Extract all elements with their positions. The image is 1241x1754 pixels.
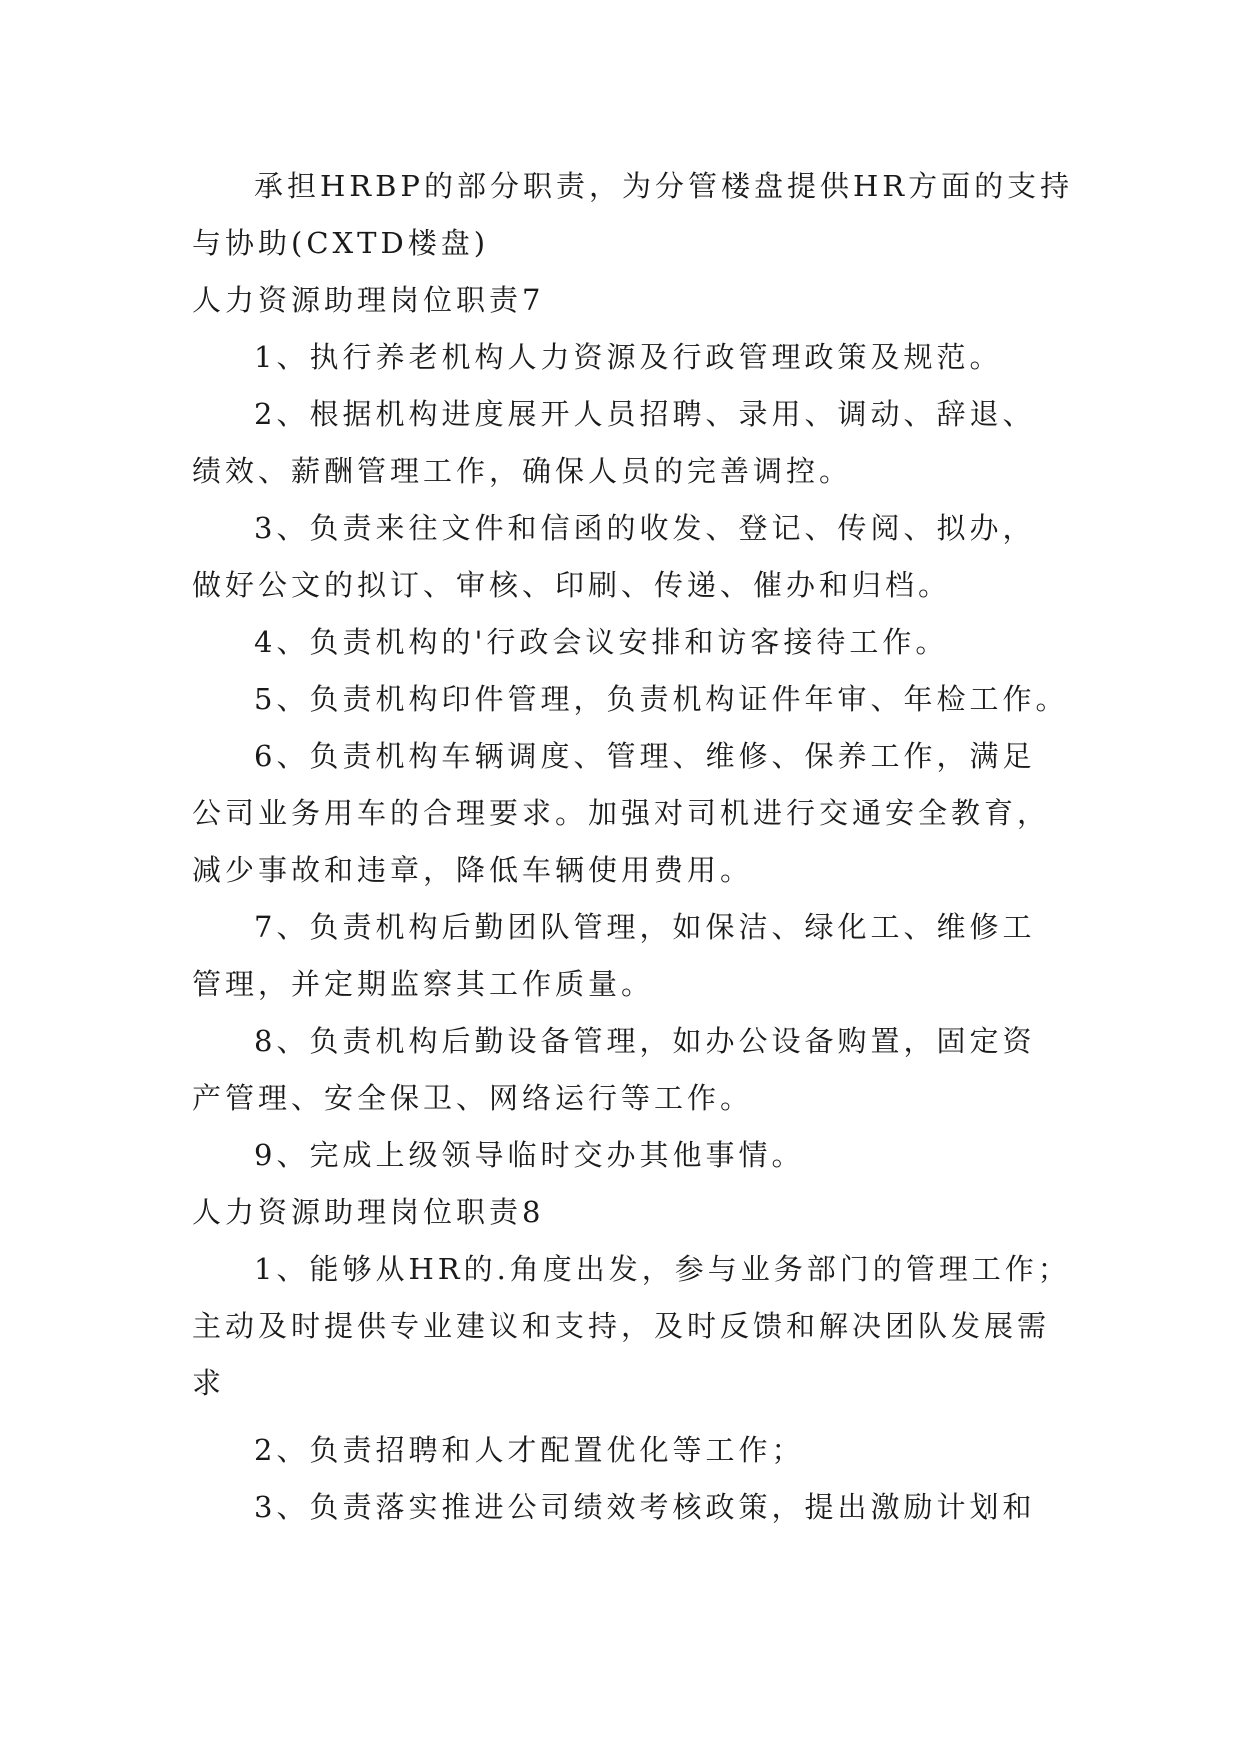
list-item: 1、执行养老机构人力资源及行政管理政策及规范。: [254, 340, 1003, 374]
list-item: 9、完成上级领导临时交办其他事情。: [254, 1138, 805, 1172]
list-item: 4、负责机构的'行政会议安排和访客接待工作。: [254, 625, 949, 659]
list-item-continuation: 公司业务用车的合理要求。加强对司机进行交通安全教育，: [192, 796, 1051, 830]
list-item-continuation: 管理，并定期监察其工作质量。: [192, 967, 655, 1001]
paragraph-line: 承担HRBP的部分职责，为分管楼盘提供HR方面的支持: [254, 169, 1074, 203]
list-item-continuation: 减少事故和违章，降低车辆使用费用。: [192, 853, 754, 887]
list-item: 7、负责机构后勤团队管理，如保洁、绿化工、维修工: [254, 910, 1036, 944]
list-item-continuation: 产管理、安全保卫、网络运行等工作。: [192, 1081, 754, 1115]
list-item: 3、负责落实推进公司绩效考核政策，提出激励计划和: [254, 1490, 1036, 1524]
section-heading: 人力资源助理岗位职责7: [192, 283, 545, 317]
list-item: 2、根据机构进度展开人员招聘、录用、调动、辞退、: [254, 397, 1036, 431]
list-item: 5、负责机构印件管理，负责机构证件年审、年检工作。: [254, 682, 1069, 716]
list-item-continuation: 主动及时提供专业建议和支持，及时反馈和解决团队发展需: [192, 1309, 1051, 1343]
list-item: 2、负责招聘和人才配置优化等工作；: [254, 1433, 805, 1467]
list-item: 6、负责机构车辆调度、管理、维修、保养工作，满足: [254, 739, 1036, 773]
list-item: 8、负责机构后勤设备管理，如办公设备购置，固定资: [254, 1024, 1036, 1058]
list-item-continuation: 求: [192, 1366, 226, 1400]
list-item: 1、能够从HR的.角度出发，参与业务部门的管理工作；: [254, 1252, 1071, 1286]
paragraph-line: 与协助(CXTD楼盘): [192, 226, 490, 260]
list-item-continuation: 绩效、薪酬管理工作，确保人员的完善调控。: [192, 454, 853, 488]
list-item: 3、负责来往文件和信函的收发、登记、传阅、拟办，: [254, 511, 1036, 545]
list-item-continuation: 做好公文的拟订、审核、印刷、传递、催办和归档。: [192, 568, 952, 602]
section-heading: 人力资源助理岗位职责8: [192, 1195, 545, 1229]
